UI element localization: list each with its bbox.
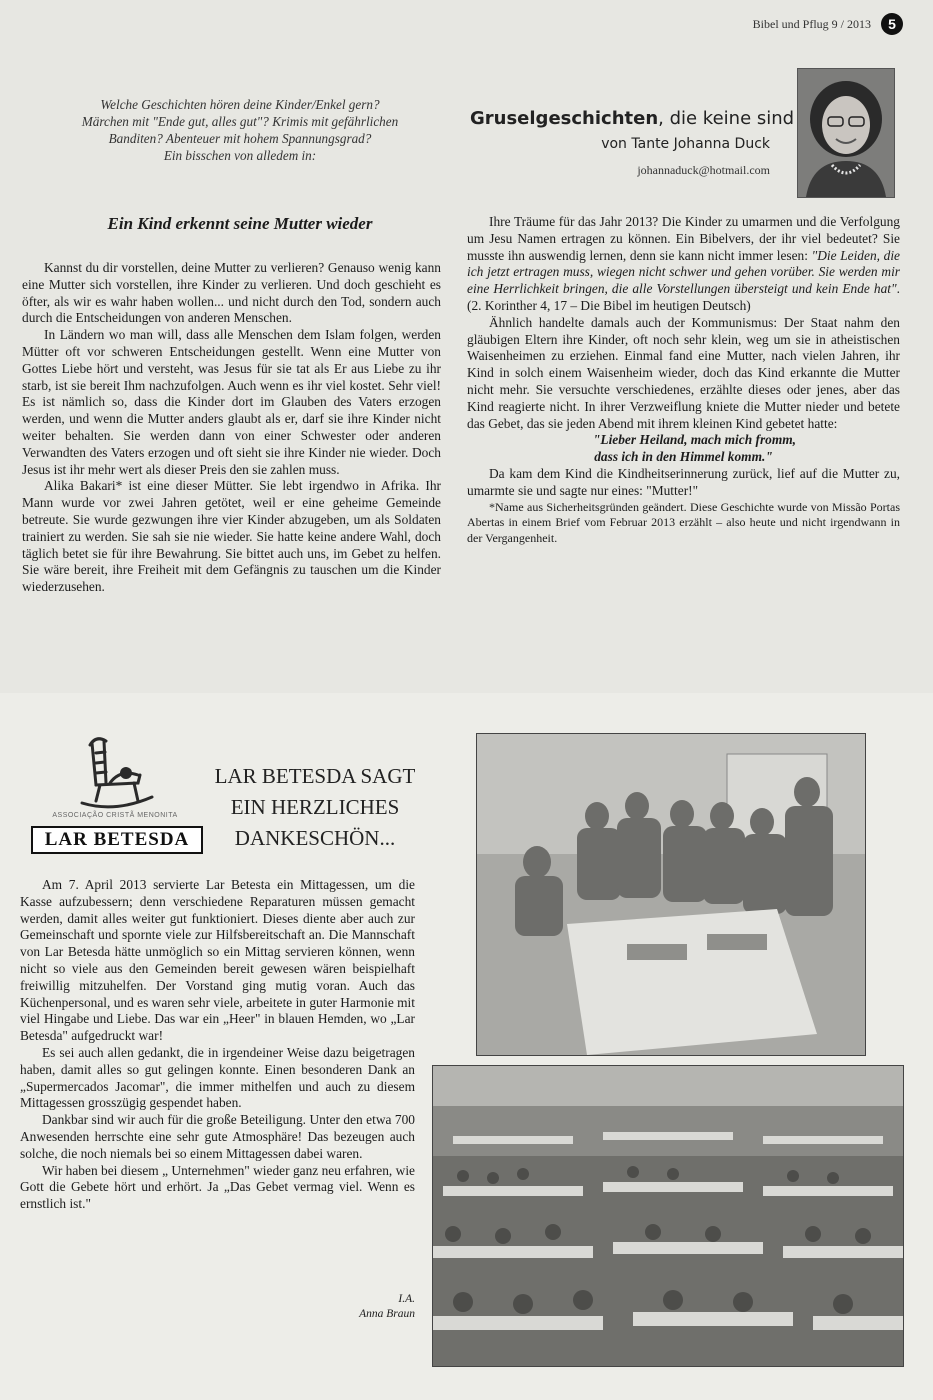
story-paragraph: Da kam dem Kind die Kindheitserinnerung zurück, lief auf die Mutter zu, umarmte sie und sagte nur eines: "Mutter!" — [467, 465, 900, 498]
lar-article-text — [20, 877, 415, 1213]
prayer-quote — [467, 432, 900, 466]
intro-line: Welche Geschichten hören deine Kinder/Enkel gern? — [100, 97, 380, 112]
paragraph-text: Ihre Träume für das Jahr 2013? Die Kinder zu umarmen und die Verfolgung um Jesu Namen ertragen zu können. Ein Bibelvers, der ihr viel bedeutet? Sie musste ihn auswendig lernen, denn sie kann nicht immer lesen: — [467, 214, 900, 263]
article-paragraph: Es sei auch allen gedankt, die in irgendeiner Weise dazu beigetragen haben, damit alles so gut gelingen konnte. Einen besonderen Dank an „Supermercados Jacomar", die immer mithelfen und auch zu diesem Mittagessen grosszügig gespendet haben. — [20, 1044, 415, 1111]
author-portrait — [797, 68, 895, 198]
column-title-bold: Gruselgeschichten — [470, 108, 659, 129]
article-paragraph: Am 7. April 2013 servierte Lar Betesta ein Mittagessen, um die Kasse aufzubessern; denn verschiedene Reparaturen müssen gemacht werden, damit alles weiter gut funktioniert. Dieses diente aber auch zur Gemeinschaft und spornte viele zur Hilfsbereitschaft an. Die Mannschaft von Lar Betesda hätte unmöglich so ein Mittag servieren können, wenn nicht so viele aus den Gemeinden bereit gewesen wären beispielhaft freiwillig mitzuhelfen. Der Vorstand ging mutig voran. Auch das Küchenpersonal, und es waren sehr viele, arbeitete in guter Harmonie mit viel Hingabe und Liebe. Das war ein „Heer" in blauen Hemden, wo „Lar Betesda" aufgedruckt war! — [20, 877, 415, 1044]
article-signature — [260, 1292, 415, 1322]
article-paragraph: Wir haben bei diesem „ Unternehmen" wieder ganz neu erfahren, wie Gott die Gebete hört und erhört. Ja „Das Gebet vermag viel. Wenn es ernstlich ist." — [20, 1162, 415, 1212]
logo-name: LAR BETESDA — [31, 826, 203, 854]
story-paragraph: Kannst du dir vorstellen, deine Mutter zu verlieren? Genauso wenig kann eine Mutter sich vorstellen, ihre Kinder zu verlieren. Und doch geschieht es öfter, als wir es wahr haben wollen... und nicht durch den Tod, sondern auch durch die Entscheidungen von anderen Menschen. — [22, 260, 441, 326]
lar-title-line: LAR BETESDA SAGT — [214, 764, 416, 788]
rocking-chair-icon — [20, 733, 210, 813]
intro-line: Ein bisschen von alledem in: — [163, 148, 317, 163]
dining-hall-photo — [432, 1065, 904, 1367]
story-paragraph — [467, 214, 900, 315]
kitchen-team-photo — [476, 733, 866, 1056]
page-number-badge: 5 — [881, 13, 903, 35]
lar-title — [205, 761, 425, 854]
intro-line: Märchen mit "Ende gut, alles gut"? Krimis mit gefährlichen — [81, 114, 399, 129]
story-title: Ein Kind erkennt seine Mutter wieder — [107, 214, 373, 233]
signature-line: I.A. — [398, 1293, 415, 1305]
intro-line: Banditen? Abenteuer mit hohem Spannungsgrad? — [108, 131, 372, 146]
column-author: von Tante Johanna Duck — [601, 136, 770, 152]
signature-name: Anna Braun — [359, 1308, 415, 1320]
lar-title-line: DANKESCHÖN... — [234, 826, 396, 850]
intro-teaser — [20, 96, 460, 164]
author-email: johannaduck@hotmail.com — [637, 163, 770, 177]
story-left-column — [22, 260, 441, 596]
page-header — [753, 10, 903, 38]
bible-reference: . (2. Korinther 4, 17 – Die Bibel im heutigen Deutsch) — [467, 281, 900, 313]
story-paragraph: In Ländern wo man will, dass alle Menschen dem Islam folgen, werden Mütter oft vor schweren Entscheidungen gestellt. Wenn eine Mutter von Gottes Liebe hört und versteht, was Jesus für sie tat als Er aus Liebe zu ihr starb, ist sie bereit Ihm nachzufolgen. Auch wenn es ihr viel kostet. Sehr viel! Es ist nämlich so, dass die Kinder dort im Glauben des Vaters erzogen werden, und wenn die Mutter anders glaubt als er, darf sie ihre Kinder nicht weiter behalten. Sie werden dann von einer Schwester oder anderen Verwandten des Vaters erzogen und oft sieht sie ihre Kinder nie wieder. Doch Jesus ist ihr mehr wert als dieser Preis den sie zahlen muss. — [22, 327, 441, 477]
story-paragraph: Alika Bakari* ist eine dieser Mütter. Sie lebt irgendwo in Afrika. Ihr Mann wurde vor zwei Jahren getötet, weil er eine geheime Gemeinde betreute. Sie wurde gezwungen ihre vier Kinder abzugeben, um als Soldaten trainiert zu werden. Sie sah sie nie wieder. Sie hatte keine andere Wahl, doch täglich betet sie für ihre Bewahrung. Sie bittet auch uns, im Gebet zu helfen. Sie wäre bereit, ihre Freiheit mit dem Gefängnis zu tauschen um die Kinder wiederzusehen. — [22, 478, 441, 595]
story-right-column — [467, 214, 900, 546]
story-paragraph: Ähnlich handelte damals auch der Kommunismus: Der Staat nahm den gläubigen Eltern ihre Kinder, oft noch sehr klein, weg um sie in atheistischen Waisenheimen zu erziehen. Einmal fand eine Mutter, nach vielen Jahren, ihr Kind in solch einem Waisenheim wieder, doch das Kind erkannte die Mutter nicht mehr. Sie versuchte verschiedenes, erzählte dieses oder jenes, aber das Kind reagierte nicht. In ihrer Verzweiflung kniete die Mutter nieder und betete das Gebet, das sie jeden Abend mit ihrem kleinen Kind gebetet hatte: — [467, 314, 900, 431]
logo-subtitle: ASSOCIAÇÃO CRISTÃ MENONITA — [52, 812, 178, 819]
bible-quote: "Die Leiden, die ich jetzt ertragen muss, wiegen nicht schwer und gehen vorüber. Sie werden mir eine Herrlichkeit bringen, die alle Vorstellungen übersteigt und kein Ende hat" — [467, 247, 900, 297]
article-paragraph: Dankbar sind wir auch für die große Beteiligung. Unter den etwa 700 Anwesenden herrschte eine sehr gute Atmosphäre! Das bezeugen auch solche, die noch niemals bei so einem Mittagessen dabei waren. — [20, 1112, 415, 1161]
column-title-rest: , die keine sind — [658, 108, 795, 129]
footnote: *Name aus Sicherheitsgründen geändert. Diese Geschichte wurde von Missão Portas Abertas in einem Brief vom Februar 2013 erzählt – also heute und nicht irgendwann in der Vergangenheit. — [467, 499, 900, 545]
lar-title-line: EIN HERZLICHES — [230, 795, 400, 819]
prayer-line: "Lieber Heiland, mach mich fromm, — [592, 432, 797, 448]
prayer-line: dass ich in den Himmel komm." — [594, 449, 773, 465]
running-title: Bibel und Pflug 9 / 2013 — [752, 16, 871, 31]
column-title — [470, 108, 795, 129]
